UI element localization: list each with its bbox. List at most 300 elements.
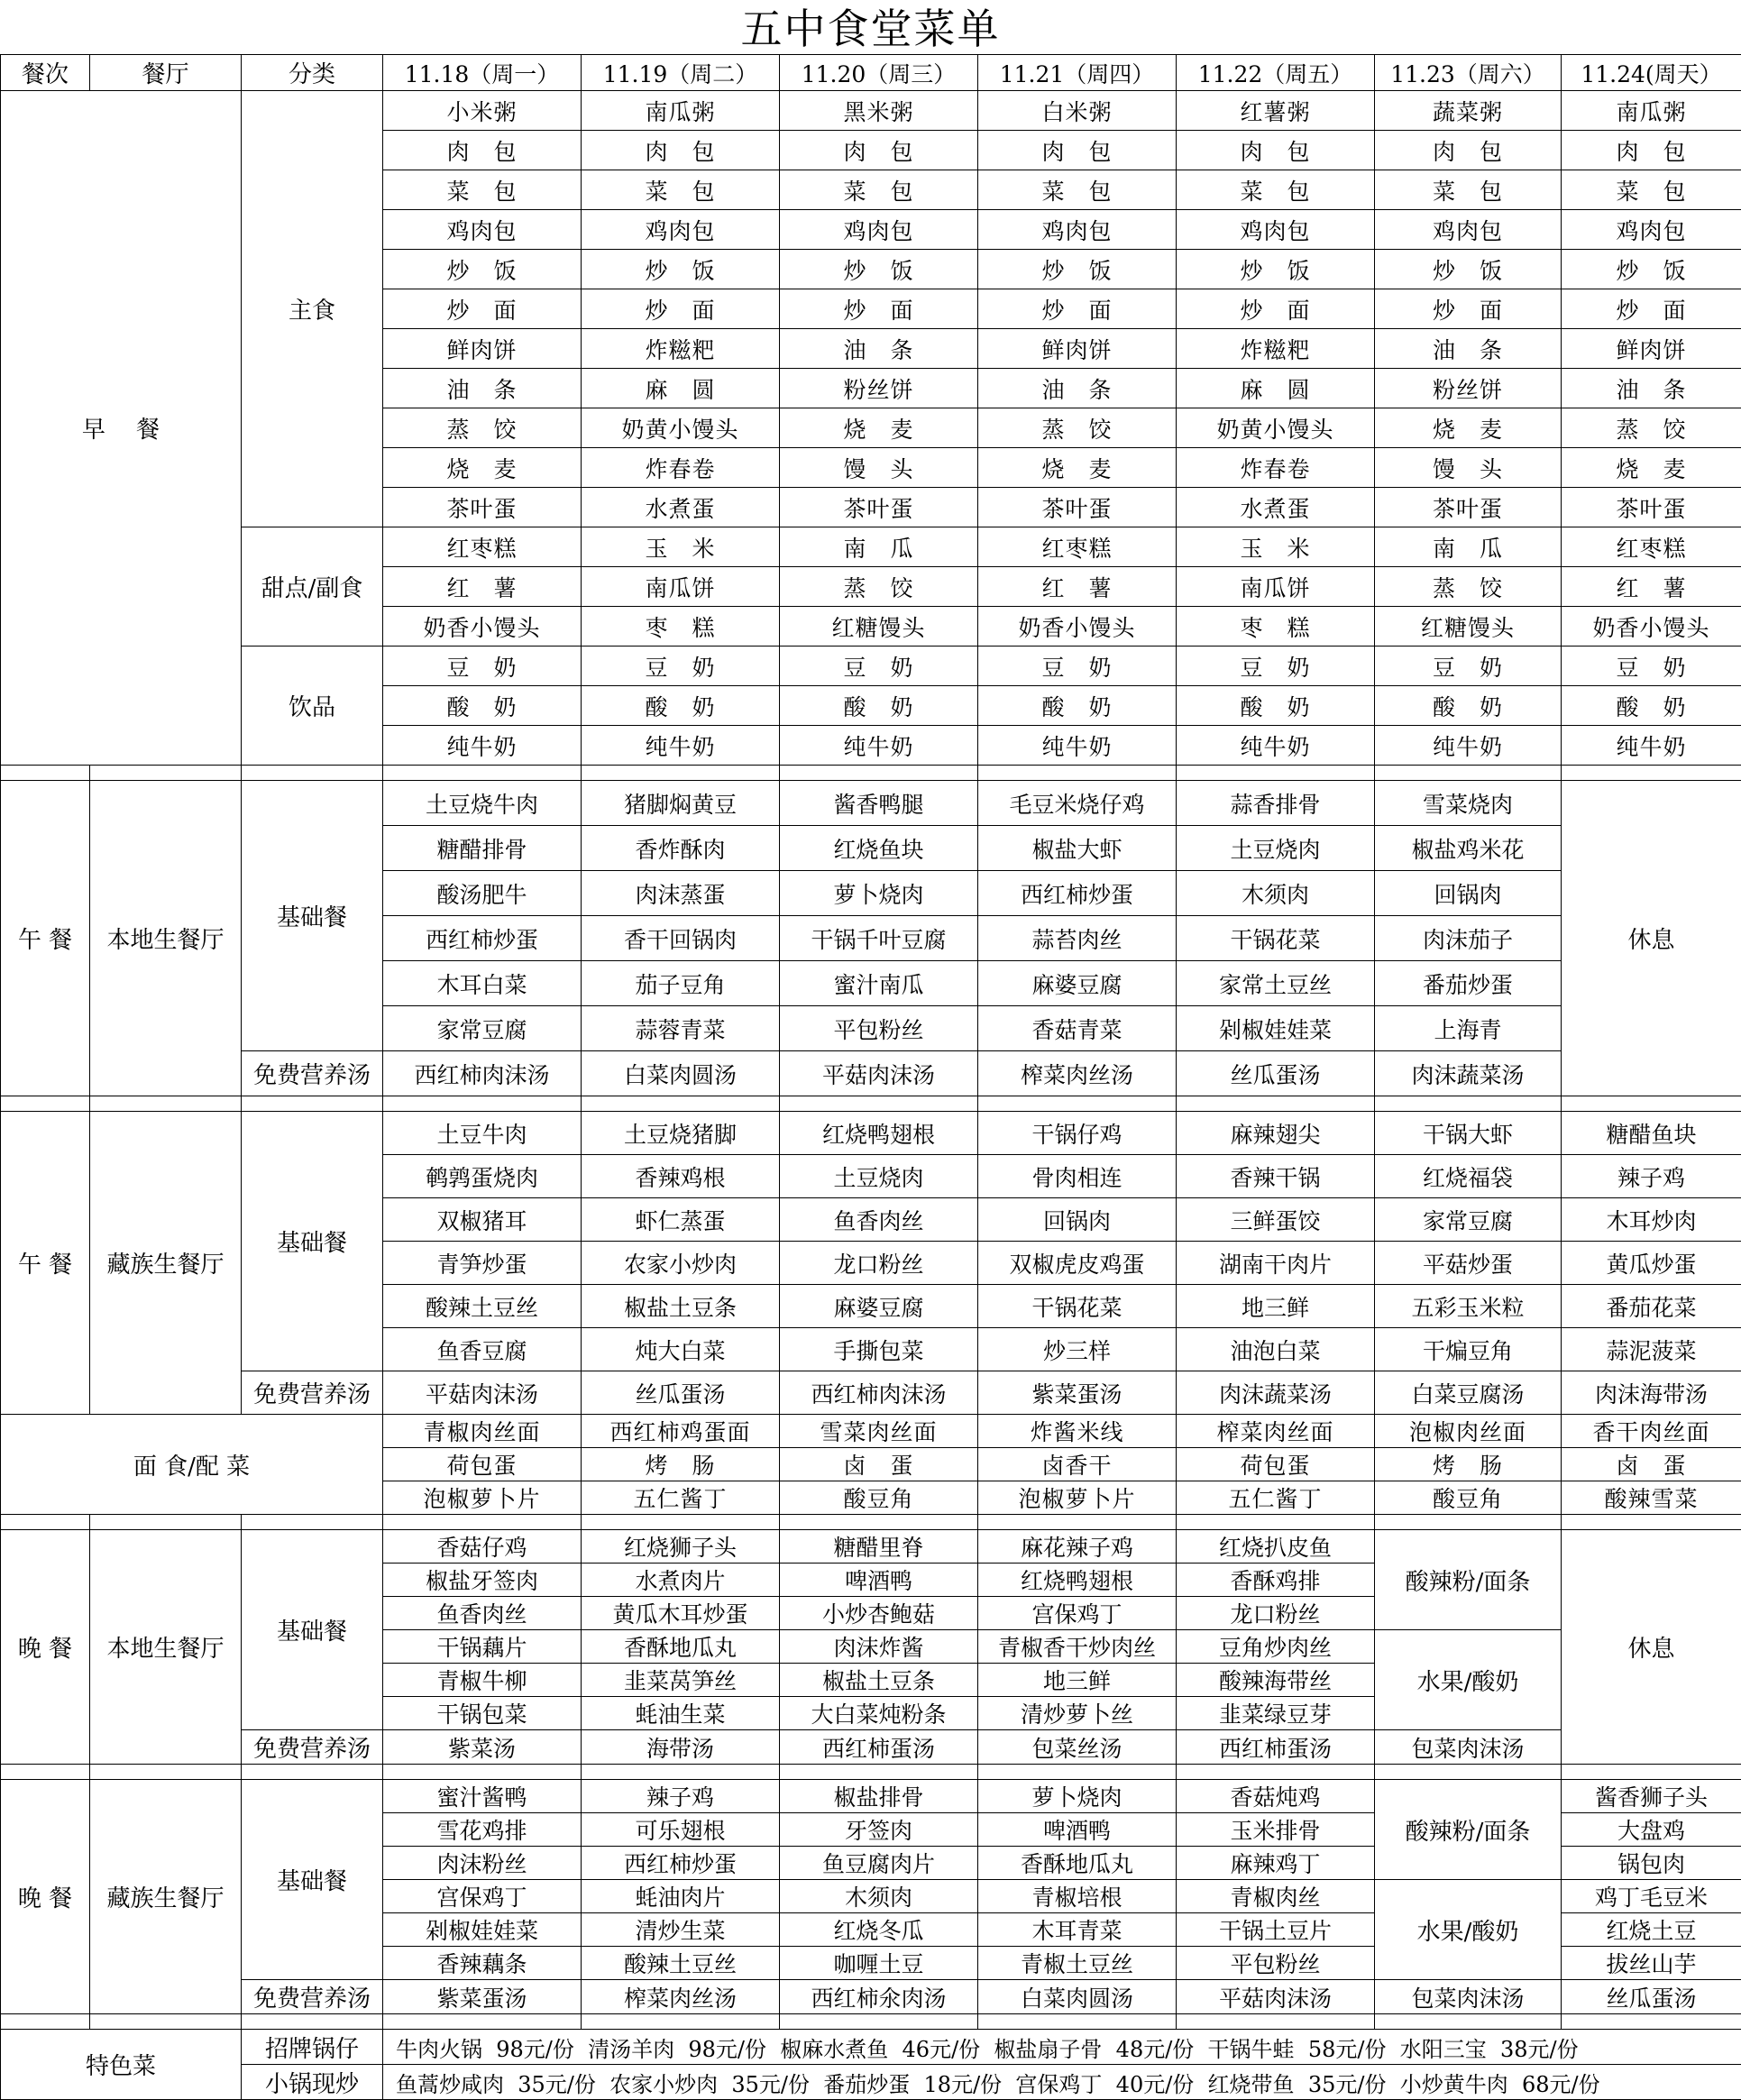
header-day-5: 11.22（周五） [1177,55,1375,91]
menu-item: 鸡肉包 [1177,210,1375,250]
menu-item: 炸酱米线 [978,1415,1177,1448]
menu-item: 鹌鹑蛋烧肉 [383,1155,582,1198]
menu-item: 酱香狮子头 [1562,1780,1741,1813]
menu-item: 木耳白菜 [383,961,582,1006]
menu-item: 玉 米 [582,527,780,567]
menu-item: 炒 饭 [978,250,1177,289]
table-row [1,2030,1741,2065]
menu-item: 酸汤肥牛 [383,871,582,916]
special-dishes: 牛肉火锅 98元/份 清汤羊肉 98元/份 椒麻水煮鱼 46元/份 椒盐扇子骨 48元/份 干锅牛蛙 58元/份 水阳三宝 38元/份 [383,2030,1741,2065]
menu-item: 糖醋排骨 [383,826,582,871]
menu-item: 青椒肉丝面 [383,1415,582,1448]
menu-item: 干锅大虾 [1375,1112,1562,1155]
spacer-cell [1,766,90,781]
menu-item: 清炒萝卜丝 [978,1697,1177,1730]
special-label: 特色菜 [1,2030,242,2100]
menu-item: 番茄炒蛋 [1375,961,1562,1006]
menu-item: 麻辣鸡丁 [1177,1847,1375,1880]
menu-item: 炖大白菜 [582,1328,780,1371]
menu-item: 木耳青菜 [978,1913,1177,1947]
soup-item: 丝瓜蛋汤 [1562,1980,1741,2014]
spacer-cell [90,766,242,781]
menu-item: 炸糍粑 [582,329,780,369]
menu-item: 菜 包 [978,170,1177,210]
menu-item: 蜜汁南瓜 [780,961,978,1006]
menu-item: 酸 奶 [978,686,1177,726]
spacer-cell [242,1515,383,1530]
menu-item: 酱香鸭腿 [780,781,978,826]
menu-item: 家常土豆丝 [1177,961,1375,1006]
soup-item: 西红柿蛋汤 [1177,1730,1375,1765]
menu-item: 五仁酱丁 [582,1481,780,1515]
menu-item: 香辣干锅 [1177,1155,1375,1198]
menu-item: 水煮蛋 [1177,488,1375,527]
soup-item: 丝瓜蛋汤 [582,1371,780,1415]
menu-item: 麻花辣子鸡 [978,1530,1177,1564]
menu-item: 蒜香排骨 [1177,781,1375,826]
menu-item: 白米粥 [978,91,1177,131]
menu-item: 番茄花菜 [1562,1285,1741,1328]
menu-item: 萝卜烧肉 [978,1780,1177,1813]
menu-item: 干锅千叶豆腐 [780,916,978,961]
soup-item: 西红柿氽肉汤 [780,1980,978,2014]
header-day-6: 11.23（周六） [1375,55,1562,91]
menu-item: 鸡肉包 [383,210,582,250]
menu-item: 蔬菜粥 [1375,91,1562,131]
menu-item: 平包粉丝 [780,1006,978,1051]
menu-item: 馒 头 [780,448,978,488]
soup-item: 肉沫海带汤 [1562,1371,1741,1415]
spacer-cell [978,1096,1177,1112]
menu-item: 蒜蓉青菜 [582,1006,780,1051]
soup-item: 西红柿蛋汤 [780,1730,978,1765]
menu-item: 鱼香肉丝 [780,1198,978,1242]
menu-item: 烧 麦 [780,408,978,448]
header-day-7: 11.24(周天） [1562,55,1741,91]
header-day-4: 11.21（周四） [978,55,1177,91]
menu-item: 毛豆米烧仔鸡 [978,781,1177,826]
menu-item: 地三鲜 [1177,1285,1375,1328]
menu-item: 红烧土豆 [1562,1913,1741,1947]
menu-item: 椒盐牙签肉 [383,1564,582,1597]
menu-item: 炸春卷 [1177,448,1375,488]
menu-item: 豆 奶 [582,647,780,686]
menu-item: 鸡肉包 [978,210,1177,250]
menu-item: 西红柿鸡蛋面 [582,1415,780,1448]
saturday-special: 酸辣粉/面条 [1375,1530,1562,1630]
menu-item: 豆 奶 [383,647,582,686]
hall-label: 本地生餐厅 [90,1530,242,1765]
menu-table [0,54,1741,2100]
menu-item: 平包粉丝 [1177,1947,1375,1980]
menu-item: 南瓜饼 [1177,567,1375,607]
menu-item: 卤 蛋 [780,1448,978,1481]
menu-item: 红糖馒头 [780,607,978,647]
menu-item: 黄瓜木耳炒蛋 [582,1597,780,1630]
menu-item: 肉 包 [780,131,978,170]
table-row [1,647,1741,686]
menu-item: 红烧狮子头 [582,1530,780,1564]
menu-item: 豆 奶 [1177,647,1375,686]
menu-item: 啤酒鸭 [978,1813,1177,1847]
special-dishes: 鱼蒿炒咸肉 35元/份 农家小炒肉 35元/份 番茄炒蛋 18元/份 宫保鸡丁 40元/份 红烧带鱼 35元/份 小炒黄牛肉 68元/份 [383,2065,1741,2100]
table-row [1,1051,1741,1096]
menu-item: 西红柿炒蛋 [383,916,582,961]
menu-item: 青笋炒蛋 [383,1242,582,1285]
menu-item: 红烧鱼块 [780,826,978,871]
menu-item: 青椒培根 [978,1880,1177,1913]
category-label: 基础餐 [242,1530,383,1730]
menu-item: 菜 包 [582,170,780,210]
category-label: 面 食/配 菜 [1,1415,383,1515]
menu-item: 麻婆豆腐 [978,961,1177,1006]
menu-item: 菜 包 [383,170,582,210]
hall-label: 藏族生餐厅 [90,1112,242,1415]
menu-item: 酸辣土豆丝 [582,1947,780,1980]
menu-item: 水煮肉片 [582,1564,780,1597]
menu-item: 豆角炒肉丝 [1177,1630,1375,1664]
menu-item: 肉沫茄子 [1375,916,1562,961]
menu-item: 萝卜烧肉 [780,871,978,916]
menu-item: 酸豆角 [1375,1481,1562,1515]
header-row [1,55,1741,91]
menu-item: 青椒牛柳 [383,1664,582,1697]
category-label: 甜点/副食 [242,527,383,647]
menu-item: 木须肉 [780,1880,978,1913]
menu-item: 奶香小馒头 [978,607,1177,647]
spacer-cell [1562,2014,1741,2030]
menu-item: 炸春卷 [582,448,780,488]
menu-item: 大盘鸡 [1562,1813,1741,1847]
header-day-2: 11.19（周二） [582,55,780,91]
soup-item: 平菇肉沫汤 [383,1371,582,1415]
menu-item: 鱼豆腐肉片 [780,1847,978,1880]
menu-item: 农家小炒肉 [582,1242,780,1285]
menu-item: 香辣藕条 [383,1947,582,1980]
meal-label: 早 餐 [1,91,242,766]
spacer-cell [90,2014,242,2030]
table-row [1,1780,1741,1813]
spacer-cell [582,2014,780,2030]
menu-item: 蚝油生菜 [582,1697,780,1730]
soup-item: 白菜豆腐汤 [1375,1371,1562,1415]
menu-item: 红糖馒头 [1375,607,1562,647]
menu-item: 蒜苔肉丝 [978,916,1177,961]
menu-item: 奶黄小馒头 [1177,408,1375,448]
table-row [1,1415,1741,1448]
menu-item: 糖醋鱼块 [1562,1112,1741,1155]
spacer-cell [582,1515,780,1530]
menu-item: 卤香干 [978,1448,1177,1481]
menu-item: 鱼香肉丝 [383,1597,582,1630]
menu-item: 炒 饭 [780,250,978,289]
menu-item: 茶叶蛋 [1562,488,1741,527]
menu-item: 干锅藕片 [383,1630,582,1664]
menu-item: 酸豆角 [780,1481,978,1515]
menu-item: 炒 面 [383,289,582,329]
spacer-row [1,1515,1741,1530]
menu-item: 油 条 [978,369,1177,408]
menu-item: 双椒猪耳 [383,1198,582,1242]
menu-item: 木须肉 [1177,871,1375,916]
menu-item: 粉丝饼 [780,369,978,408]
menu-item: 炒 面 [1375,289,1562,329]
menu-item: 烧 麦 [1562,448,1741,488]
menu-item: 荷包蛋 [383,1448,582,1481]
menu-item: 菜 包 [780,170,978,210]
soup-item: 白菜肉圆汤 [582,1051,780,1096]
menu-item: 南瓜粥 [582,91,780,131]
soup-item: 平菇肉沫汤 [780,1051,978,1096]
menu-item: 肉 包 [1375,131,1562,170]
menu-item: 红 薯 [383,567,582,607]
soup-item: 肉沫蔬菜汤 [1177,1371,1375,1415]
menu-item: 肉 包 [383,131,582,170]
menu-item: 清炒生菜 [582,1913,780,1947]
meal-label: 午 餐 [1,1112,90,1415]
soup-item: 包菜丝汤 [978,1730,1177,1765]
spacer-cell [1562,1765,1741,1780]
menu-item: 肉沫蒸蛋 [582,871,780,916]
menu-item: 五仁酱丁 [1177,1481,1375,1515]
spacer-cell [1375,1765,1562,1780]
menu-item: 烤 肠 [1375,1448,1562,1481]
menu-item: 红枣糕 [383,527,582,567]
spacer-cell [1,1096,90,1112]
menu-item: 椒盐土豆条 [582,1285,780,1328]
spacer-cell [242,766,383,781]
spacer-cell [582,1765,780,1780]
menu-item: 青椒肉丝 [1177,1880,1375,1913]
menu-item: 辣子鸡 [1562,1155,1741,1198]
soup-item: 紫菜蛋汤 [383,1980,582,2014]
spacer-cell [978,766,1177,781]
spacer-cell [1177,1515,1375,1530]
menu-item: 香酥地瓜丸 [582,1630,780,1664]
menu-item: 可乐翅根 [582,1813,780,1847]
menu-item: 南 瓜 [1375,527,1562,567]
menu-item: 鲜肉饼 [978,329,1177,369]
menu-item: 土豆烧肉 [1177,826,1375,871]
menu-item: 龙口粉丝 [1177,1597,1375,1630]
menu-item: 西红柿炒蛋 [582,1847,780,1880]
menu-item: 干锅仔鸡 [978,1112,1177,1155]
spacer-cell [1375,2014,1562,2030]
menu-item: 椒盐土豆条 [780,1664,978,1697]
spacer-cell [242,1765,383,1780]
menu-item: 红薯粥 [1177,91,1375,131]
hall-label: 藏族生餐厅 [90,1780,242,2014]
spacer-cell [582,1096,780,1112]
spacer-cell [242,1096,383,1112]
table-row [1,91,1741,131]
menu-item: 奶黄小馒头 [582,408,780,448]
menu-item: 鸡肉包 [582,210,780,250]
soup-item: 西红柿肉沫汤 [383,1051,582,1096]
menu-item: 玉米排骨 [1177,1813,1375,1847]
spacer-row [1,1096,1741,1112]
menu-item: 剁椒娃娃菜 [1177,1006,1375,1051]
spacer-row [1,766,1741,781]
menu-item: 鱼香豆腐 [383,1328,582,1371]
category-label: 主食 [242,91,383,527]
menu-item: 油 条 [383,369,582,408]
menu-item: 拔丝山芋 [1562,1947,1741,1980]
menu-item: 南瓜粥 [1562,91,1741,131]
menu-item: 酸辣海带丝 [1177,1664,1375,1697]
menu-item: 炒三样 [978,1328,1177,1371]
menu-item: 干锅花菜 [978,1285,1177,1328]
menu-item: 南 瓜 [780,527,978,567]
menu-item: 纯牛奶 [978,726,1177,766]
menu-item: 蒸 饺 [978,408,1177,448]
spacer-cell [1562,766,1741,781]
rest-label: 休息 [1562,1530,1741,1765]
menu-item: 上海青 [1375,1006,1562,1051]
menu-item: 泡椒萝卜片 [383,1481,582,1515]
soup-label: 免费营养汤 [242,1371,383,1415]
menu-item: 宫保鸡丁 [383,1880,582,1913]
menu-item: 炒 面 [582,289,780,329]
menu-item: 酸 奶 [383,686,582,726]
menu-item: 纯牛奶 [582,726,780,766]
menu-item: 菜 包 [1375,170,1562,210]
menu-item: 家常豆腐 [383,1006,582,1051]
menu-item: 鸡肉包 [780,210,978,250]
spacer-cell [1375,1515,1562,1530]
menu-item: 枣 糕 [582,607,780,647]
menu-item: 鸡肉包 [1375,210,1562,250]
spacer-cell [383,1096,582,1112]
menu-item: 红 薯 [1562,567,1741,607]
menu-item: 菜 包 [1562,170,1741,210]
menu-item: 剁椒娃娃菜 [383,1913,582,1947]
table-row [1,527,1741,567]
menu-item: 蒸 饺 [1375,567,1562,607]
menu-item: 鸡丁毛豆米 [1562,1880,1741,1913]
menu-item: 油泡白菜 [1177,1328,1375,1371]
table-row [1,1980,1741,2014]
menu-item: 干煸豆角 [1375,1328,1562,1371]
menu-item: 烤 肠 [582,1448,780,1481]
menu-item: 锅包肉 [1562,1847,1741,1880]
menu-item: 骨肉相连 [978,1155,1177,1198]
menu-item: 炒 面 [780,289,978,329]
soup-item: 紫菜汤 [383,1730,582,1765]
table-row [1,2065,1741,2100]
category-label: 基础餐 [242,1112,383,1371]
menu-item: 卤 蛋 [1562,1448,1741,1481]
menu-item: 玉 米 [1177,527,1375,567]
spacer-cell [90,1096,242,1112]
menu-item: 肉 包 [582,131,780,170]
menu-item: 小炒杏鲍菇 [780,1597,978,1630]
soup-item: 丝瓜蛋汤 [1177,1051,1375,1096]
menu-item: 荷包蛋 [1177,1448,1375,1481]
menu-item: 麻 圆 [582,369,780,408]
menu-item: 家常豆腐 [1375,1198,1562,1242]
menu-item: 红枣糕 [1562,527,1741,567]
menu-item: 肉沫粉丝 [383,1847,582,1880]
spacer-cell [1177,1765,1375,1780]
spacer-cell [1375,766,1562,781]
spacer-cell [1375,1096,1562,1112]
menu-item: 红枣糕 [978,527,1177,567]
menu-item: 大白菜炖粉条 [780,1697,978,1730]
menu-item: 粉丝饼 [1375,369,1562,408]
menu-item: 湖南干肉片 [1177,1242,1375,1285]
menu-item: 雪花鸡排 [383,1813,582,1847]
menu-item: 烧 麦 [1375,408,1562,448]
menu-item: 木耳炒肉 [1562,1198,1741,1242]
header-hall: 餐厅 [90,55,242,91]
menu-item: 红烧鸭翅根 [780,1112,978,1155]
table-row [1,1530,1741,1564]
menu-item: 香酥地瓜丸 [978,1847,1177,1880]
menu-item: 地三鲜 [978,1664,1177,1697]
menu-item: 纯牛奶 [780,726,978,766]
soup-label: 免费营养汤 [242,1980,383,2014]
special-category: 招牌锅仔 [242,2030,383,2065]
category-label: 饮品 [242,647,383,766]
menu-item: 炒 面 [1562,289,1741,329]
table-row [1,1112,1741,1155]
menu-item: 蒸 饺 [1562,408,1741,448]
menu-item: 油 条 [1562,369,1741,408]
menu-item: 猪脚焖黄豆 [582,781,780,826]
menu-item: 香炸酥肉 [582,826,780,871]
spacer-cell [90,1765,242,1780]
menu-item: 酸辣土豆丝 [383,1285,582,1328]
spacer-cell [1,1515,90,1530]
menu-item: 烧 麦 [383,448,582,488]
spacer-cell [780,1515,978,1530]
menu-item: 土豆烧猪脚 [582,1112,780,1155]
menu-item: 酸辣雪菜 [1562,1481,1741,1515]
menu-item: 南瓜饼 [582,567,780,607]
menu-item: 茶叶蛋 [780,488,978,527]
spacer-cell [383,766,582,781]
menu-body [1,55,1741,2100]
spacer-cell [383,2014,582,2030]
menu-item: 肉 包 [978,131,1177,170]
menu-item: 酸 奶 [1375,686,1562,726]
spacer-cell [1177,1096,1375,1112]
spacer-row [1,1765,1741,1780]
menu-item: 炒 饭 [1375,250,1562,289]
table-row [1,1730,1741,1765]
menu-item: 干锅包菜 [383,1697,582,1730]
spacer-cell [978,1515,1177,1530]
category-label: 基础餐 [242,1780,383,1980]
saturday-special: 水果/酸奶 [1375,1880,1562,1980]
soup-item: 海带汤 [582,1730,780,1765]
soup-item: 肉沫蔬菜汤 [1375,1051,1562,1096]
spacer-cell [242,2014,383,2030]
menu-item: 香菇炖鸡 [1177,1780,1375,1813]
menu-item: 西红柿炒蛋 [978,871,1177,916]
menu-item: 韭菜莴笋丝 [582,1664,780,1697]
header-day-3: 11.20（周三） [780,55,978,91]
menu-item: 酸 奶 [780,686,978,726]
saturday-special: 水果/酸奶 [1375,1630,1562,1730]
menu-item: 回锅肉 [1375,871,1562,916]
menu-item: 奶香小馒头 [383,607,582,647]
menu-item: 炒 面 [1177,289,1375,329]
menu-item: 干锅土豆片 [1177,1913,1375,1947]
menu-item: 五彩玉米粒 [1375,1285,1562,1328]
menu-item: 豆 奶 [978,647,1177,686]
